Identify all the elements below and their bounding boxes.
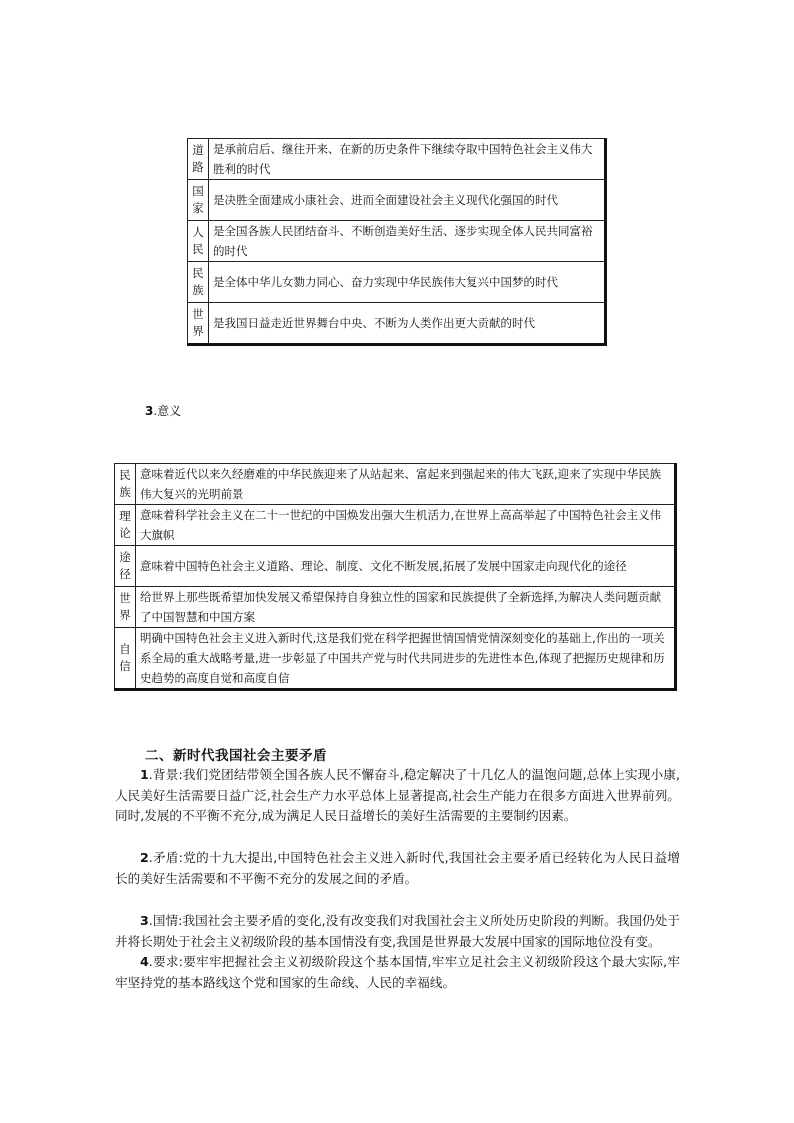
row-text: 意味着近代以来久经磨难的中华民族迎来了从站起来、富起来到强起来的伟大飞跃,迎来了实现中华民族伟大复兴的光明前景 [136, 464, 676, 505]
row-key: 理 论 [115, 505, 136, 546]
row-key: 途 径 [115, 546, 136, 587]
table-row [188, 303, 606, 345]
table-row [115, 628, 676, 690]
table-row [188, 262, 606, 303]
row-text: 意味着科学社会主义在二十一世纪的中国焕发出强大生机活力,在世界上高高举起了中国特色社会主义伟大旗帜 [136, 505, 676, 546]
paragraph-contradiction: 2.矛盾:党的十九大提出,中国特色社会主义进入新时代,我国社会主要矛盾已经转化为人民日益增长的美好生活需要和不平衡不充分的发展之间的矛盾。 [115, 850, 680, 886]
row-key: 世 界 [188, 303, 209, 345]
row-text: 是承前启后、继往开来、在新的历史条件下继续夺取中国特色社会主义伟大胜利的时代 [209, 139, 606, 180]
row-key: 自 信 [115, 628, 136, 690]
table-row [115, 587, 676, 628]
row-text: 是全国各族人民团结奋斗、不断创造美好生活、逐步实现全体人民共同富裕的时代 [209, 221, 606, 262]
row-text: 明确中国特色社会主义进入新时代,这是我们党在科学把握世情国情党情深刻变化的基础上,作出的一项关系全局的重大战略考量,进一步彰显了中国共产党与时代共同进步的先进性本色,体现了把握历史规律和历史趋势的高度自觉和高度自信 [136, 628, 676, 690]
row-text: 给世界上那些既希望加快发展又希望保持自身独立性的国家和民族提供了全新选择,为解决人类问题贡献了中国智慧和中国方案 [136, 587, 676, 628]
table-row [115, 464, 676, 505]
paragraph-national-conditions: 3.国情:我国社会主要矛盾的变化,没有改变我们对我国社会主义所处历史阶段的判断。我国仍处于并将长期处于社会主义初级阶段的基本国情没有变,我国是世界最大发展中国家的国际地位没有变。 [115, 913, 680, 949]
row-text: 意味着中国特色社会主义道路、理论、制度、文化不断发展,拓展了发展中国家走向现代化的途径 [136, 546, 676, 587]
row-key: 人 民 [188, 221, 209, 262]
row-key: 道 路 [188, 139, 209, 180]
row-key: 民 族 [115, 464, 136, 505]
section-heading: 二、新时代我国社会主要矛盾 [145, 748, 327, 764]
significance-table [114, 463, 677, 691]
section-3-label: 3.意义 [145, 404, 182, 418]
row-text: 是决胜全面建成小康社会、进而全面建设社会主义现代化强国的时代 [209, 180, 606, 221]
table-row [115, 505, 676, 546]
row-key: 国 家 [188, 180, 209, 221]
table-row [188, 180, 606, 221]
row-key: 民 族 [188, 262, 209, 303]
row-text: 是我国日益走近世界舞台中央、不断为人类作出更大贡献的时代 [209, 303, 606, 345]
paragraph-background: 1.背景:我们党团结带领全国各族人民不懈奋斗,稳定解决了十几亿人的温饱问题,总体上实现小康,人民美好生活需要日益广泛,社会生产力水平总体上显著提高,社会生产能力在很多方面进入世界前列。同时,发展的不平衡不充分,成为满足人民日益增长的美好生活需要的主要制约因素。 [115, 767, 680, 823]
table-row [188, 139, 606, 180]
era-meaning-table [187, 138, 607, 346]
row-key: 世 界 [115, 587, 136, 628]
table-row [188, 221, 606, 262]
row-text: 是全体中华儿女勠力同心、奋力实现中华民族伟大复兴中国梦的时代 [209, 262, 606, 303]
table-row [115, 546, 676, 587]
paragraph-requirement: 4.要求:要牢牢把握社会主义初级阶段这个基本国情,牢牢立足社会主义初级阶段这个最大实际,牢牢坚持党的基本路线这个党和国家的生命线、人民的幸福线。 [115, 954, 680, 990]
